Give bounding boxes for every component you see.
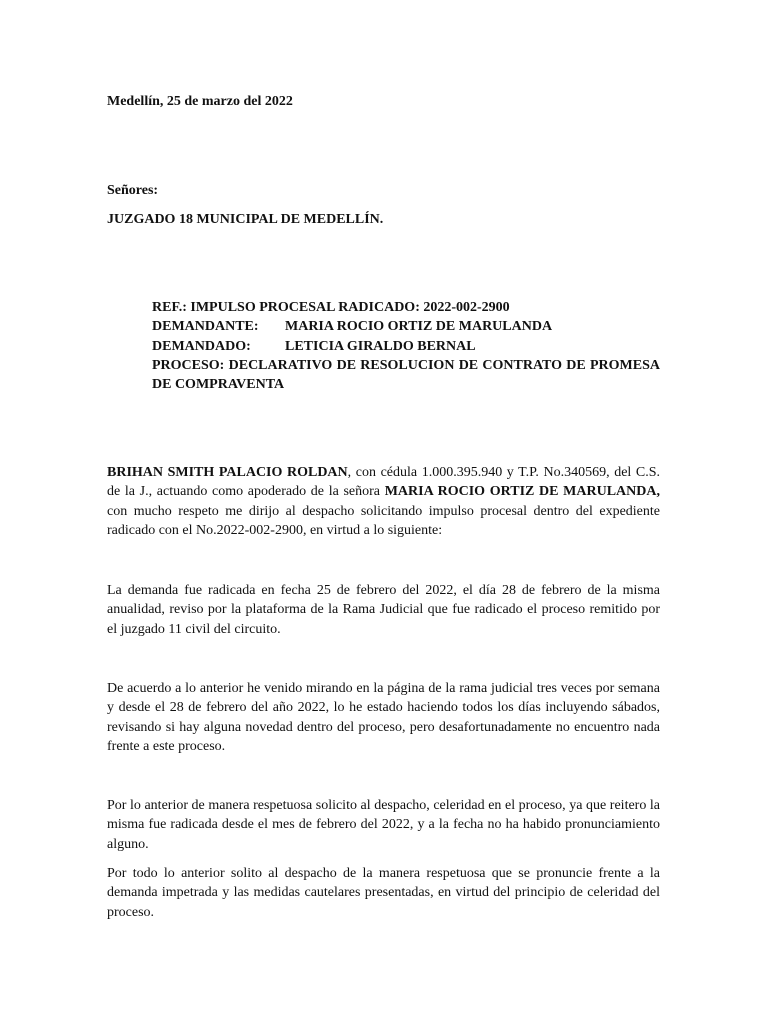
body-paragraph: De acuerdo a lo anterior he venido mirando en la página de la rama judicial tres veces por semana y desde el 28 de febrero del año 2022, lo he estado haciendo todos los días incluyendo sábados, revisando si hay alguna novedad dentro del proceso, pero desafortunadamente no encuentro nada frente a este proceso.	[107, 681, 660, 754]
plaintiff-value: MARIA ROCIO ORTIZ DE MARULANDA	[285, 319, 553, 335]
ref-label: REF.:	[152, 300, 187, 315]
client-name: MARIA ROCIO ORTIZ DE MARULANDA,	[384, 484, 661, 500]
intro-text-1: , con cédula 1.000.395.940 y T.P. No.340569, del C.S. de la J., actuando como apoderado de la señora	[107, 465, 661, 500]
defendant-value: LETICIA GIRALDO BERNAL	[285, 338, 476, 354]
process-value: DECLARATIVO DE RESOLUCION DE CONTRATO DE PROMESA DE COMPRAVENTA	[152, 357, 661, 393]
reference-block	[152, 298, 660, 394]
salutation: Señores:	[107, 183, 159, 198]
letter-date: Medellín, 25 de marzo del 2022	[107, 94, 293, 109]
body-paragraph: Por lo anterior de manera respetuosa solicito al despacho, celeridad en el proceso, ya que reitero la misma fue radicada desde el mes de febrero del 2022, y a la fecha no ha habido pronunciamiento alguno.	[107, 798, 660, 852]
body-paragraph: La demanda fue radicada en fecha 25 de febrero del 2022, el día 28 de febrero de la misma anualidad, reviso por la plataforma de la Rama Judicial que fue radicado el proceso remitido por el juzgado 11 civil del circuito.	[107, 583, 660, 637]
defendant-label: DEMANDADO:	[152, 338, 251, 354]
process-label: PROCESO:	[152, 357, 225, 373]
plaintiff-label: DEMANDANTE:	[152, 319, 259, 335]
intro-text-2: con mucho respeto me dirijo al despacho solicitando impulso procesal dentro del expediente radicado con el No.2022-002-2900, en virtud a lo siguiente:	[107, 503, 660, 538]
process-row	[152, 356, 660, 395]
defendant-row	[152, 337, 660, 356]
ref-value: IMPULSO PROCESAL RADICADO: 2022-002-2900	[190, 300, 510, 315]
reference-row	[152, 298, 660, 317]
addressee: JUZGADO 18 MUNICIPAL DE MEDELLÍN.	[107, 212, 384, 227]
body-paragraph: Por todo lo anterior solito al despacho de la manera respetuosa que se pronuncie frente a la demanda impetrada y las medidas cautelares presentadas, en virtud del principio de celeridad del proceso.	[107, 866, 660, 920]
attorney-name: BRIHAN SMITH PALACIO ROLDAN	[107, 465, 348, 480]
plaintiff-row	[152, 317, 660, 336]
intro-paragraph	[107, 463, 660, 540]
